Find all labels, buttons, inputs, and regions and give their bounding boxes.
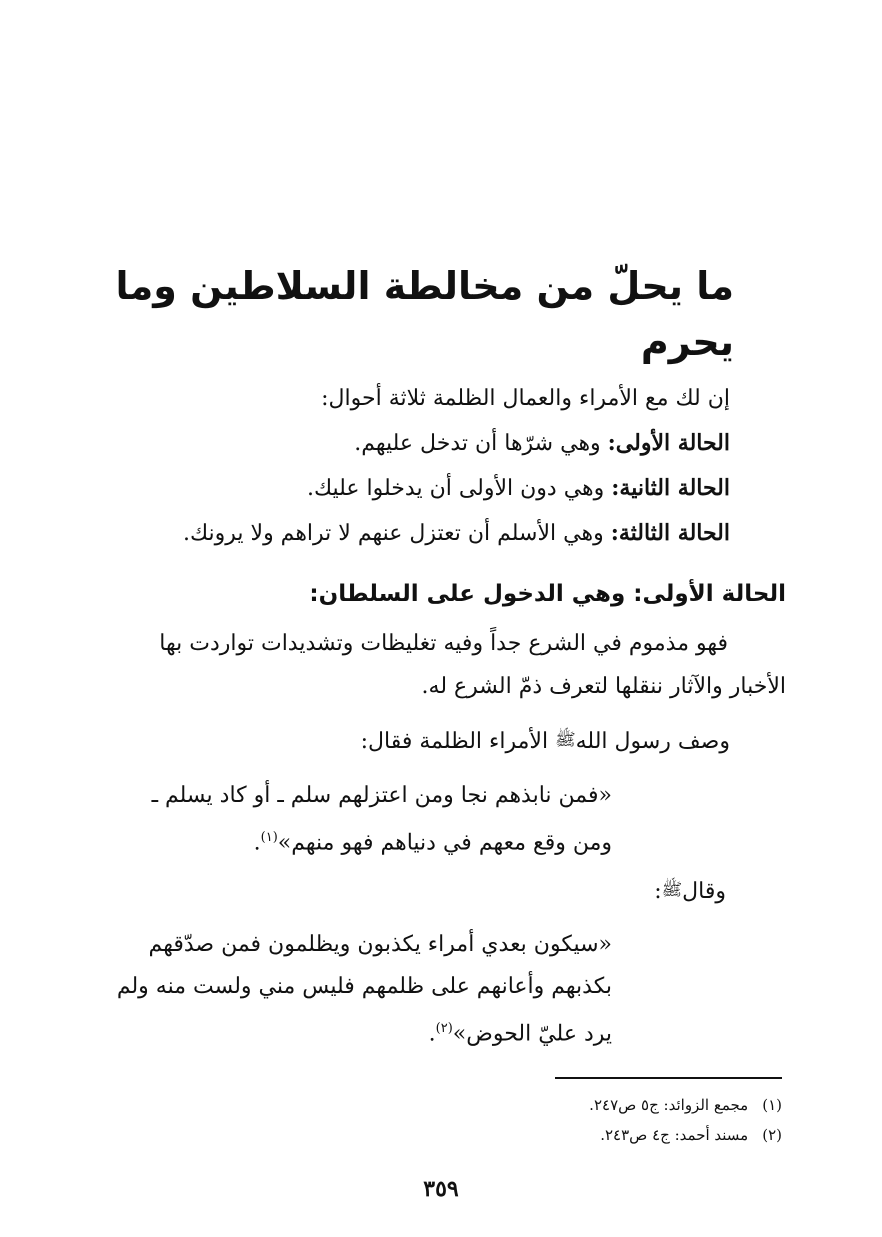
- section-heading: الحالة الأولى: وهي الدخول على السلطان:: [309, 581, 786, 607]
- case-one-line: [90, 421, 730, 466]
- quote-line-text: ومن وقع معهم في دنياهم فهو منهم»: [277, 830, 612, 856]
- paragraph-line: فهو مذموم في الشرع جداً وفيه تغليظات وتشديدات تواردت بها: [159, 631, 728, 656]
- hadith-intro: [90, 718, 730, 764]
- page-title: ما يحلّ من مخالطة السلاطين وما يحرم: [115, 264, 734, 364]
- said-colon: :: [654, 879, 662, 904]
- intro-block: [90, 376, 730, 556]
- case-two-line: [90, 466, 730, 511]
- quote-line-text: يرد عليّ الحوض»: [452, 1021, 612, 1047]
- footnote-text: مجمع الزوائد: ج٥ ص٢٤٧.: [589, 1096, 749, 1114]
- hadith-quote: [100, 775, 612, 859]
- footnote-item: [400, 1090, 782, 1120]
- case-three-line: [90, 511, 730, 556]
- honorific-glyph: ﷺ: [555, 730, 576, 750]
- case-three-label: الحالة الثالثة:: [610, 520, 730, 546]
- case-one-text: وهي شرّها أن تدخل عليهم.: [354, 431, 601, 456]
- footnote-item: [400, 1120, 782, 1150]
- quote-line-end: .: [253, 830, 261, 856]
- case-three-text: وهي الأسلم أن تعتزل عنهم لا تراهم ولا يرونك.: [182, 521, 604, 546]
- case-one-label: الحالة الأولى:: [607, 430, 730, 456]
- footnote-ref[interactable]: (١): [260, 830, 278, 845]
- quote-line: بكذبهم وأعانهم على ظلمهم فليس مني ولست منه ولم: [116, 974, 612, 999]
- footnote-number: (١): [762, 1096, 782, 1114]
- quote-line: «سيكون بعدي أمراء يكذبون ويظلمون فمن صدّقهم: [148, 932, 612, 957]
- hadith-intro-after: الأمراء الظلمة فقال:: [360, 729, 549, 754]
- page-number: ٣٥٩: [423, 1176, 459, 1202]
- case-two-text: وهي دون الأولى أن يدخلوا عليك.: [306, 476, 605, 501]
- case-two-label: الحالة الثانية:: [611, 475, 730, 501]
- said-text: وقال: [682, 879, 726, 904]
- paragraph-line: الأخبار والآثار ننقلها لتعرف ذمّ الشرع له.: [421, 674, 786, 699]
- intro-line: إن لك مع الأمراء والعمال الظلمة ثلاثة أحوال:: [321, 386, 730, 411]
- honorific-glyph: ﷺ: [661, 880, 683, 900]
- footnote-divider: [555, 1077, 782, 1079]
- quote-line-end: .: [428, 1021, 436, 1047]
- footnote-text: مسند أحمد: ج٤ ص٢٤٣.: [600, 1126, 749, 1144]
- hadith-intro-before: وصف رسول الله: [575, 729, 730, 754]
- said-line: [300, 868, 726, 914]
- footnote-ref[interactable]: (٢): [435, 1021, 453, 1036]
- footnote-number: (٢): [762, 1126, 782, 1144]
- body-paragraph: [90, 622, 786, 708]
- hadith-quote: [100, 924, 612, 1050]
- quote-line: «فمن نابذهم نجا ومن اعتزلهم سلم ـ أو كاد يسلم ـ: [151, 783, 612, 808]
- footnotes: [400, 1090, 782, 1150]
- quote-line: [100, 817, 612, 859]
- quote-line: [100, 1008, 612, 1050]
